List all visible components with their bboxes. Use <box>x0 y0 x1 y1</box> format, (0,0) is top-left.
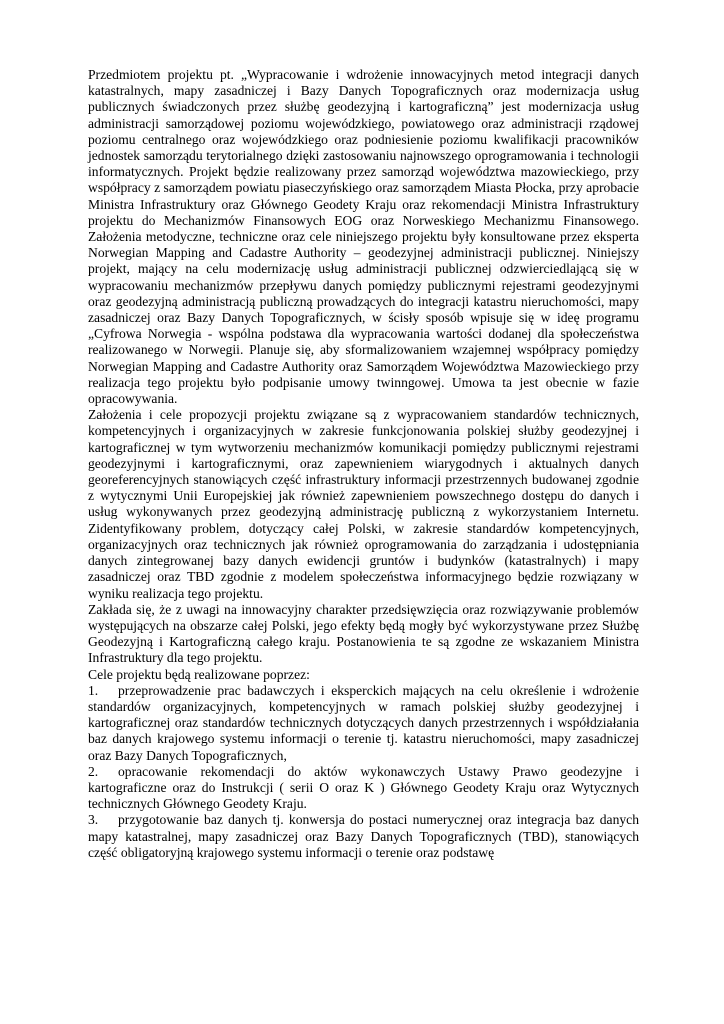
list-item <box>88 764 639 813</box>
list-item-text: opracowanie rekomendacji do aktów wykonawczych Ustawy Prawo geodezyjne i kartograficzne oraz do Instrukcji ( serii O oraz K ) Głównego Geodety Kraju oraz Wytycznych technicznych Głównego Geodety Kraju. <box>88 763 639 812</box>
paragraph-project-assumptions: Założenia i cele propozycji projektu związane są z wypracowaniem standardów technicznych, kompetencyjnych i organizacyjnych w zakresie funkcjonowania polskiej służby geodezyjnej i kartograficznej w tym wytworzeniu mechanizmów komunikacji pomiędzy publicznymi rejestrami geodezyjnymi i kartograficznymi, oraz zapewnieniem wiarygodnych i aktualnych danych georeferencyjnych stanowiących część infrastruktury informacji przestrzennych budowanej zgodnie z wytycznymi Unii Europejskiej jak również zapewnieniem powszechnego dostępu do danych i usług wykonywanych przez geodezyjną administrację publiczną z wykorzystaniem Internetu. Zidentyfikowany problem, dotyczący całej Polski, w zakresie standardów kompetencyjnych, organizacyjnych oraz technicznych jak również oprogramowania do zarządzania i udostępniania danych zintegrowanej bazy danych ewidencji gruntów i budynków (katastralnych) i mapy zasadniczej oraz TBD zgodnie z modelem społeczeństwa informacyjnego będzie rozwiązany w wyniku realizacja tego projektu. <box>88 407 639 601</box>
paragraph-goals-intro: Cele projektu będą realizowane poprzez: <box>88 666 310 682</box>
paragraph-project-effects: Zakłada się, że z uwagi na innowacyjny charakter przedsięwzięcia oraz rozwiązywanie problemów występujących na obszarze całej Polski, jego efekty będą mogły być wykorzystywane przez Służbę Geodezyjną i Kartograficzną całego kraju. Postanowienia te są zgodne ze wskazaniem Ministra Infrastruktury dla tego projektu. <box>88 601 639 666</box>
list-item <box>88 683 639 764</box>
list-item-number: 2. <box>88 763 99 779</box>
goals-list <box>88 683 639 861</box>
paragraph-project-subject: Przedmiotem projektu pt. „Wypracowanie i wdrożenie innowacyjnych metod integracji danych katastralnych, mapy zasadniczej i Bazy Danych Topograficznych oraz modernizacja usług publicznych świadczonych przez służbę geodezyjną i kartograficzną” jest modernizacja usług administracji samorządowej poziomu wojewódzkiego, powiatowego oraz administracji rządowej poziomu centralnego oraz wojewódzkiego oraz podniesienie poziomu kwalifikacji pracowników jednostek samorządu terytorialnego dzięki zastosowaniu najnowszego oprogramowania i technologii informatycznych. Projekt będzie realizowany przez samorząd województwa mazowieckiego, przy współpracy z samorządem powiatu piaseczyńskiego oraz samorządem Miasta Płocka, przy aprobacie Ministra Infrastruktury oraz Głównego Geodety Kraju oraz rekomendacji Ministra Infrastruktury projektu do Mechanizmów Finansowych EOG oraz Norweskiego Mechanizmu Finansowego. Założenia metodyczne, techniczne oraz cele niniejszego projektu były konsultowane przez eksperta Norwegian Mapping and Cadastre Authority – geodezyjnej administracji publicznej. Niniejszy projekt, mający na celu modernizację usług administracji publicznej odzwierciedlającą się w wypracowaniu mechanizmów przepływu danych pomiędzy publicznymi rejestrami geodezyjnymi oraz geodezyjną administracją publiczną prowadzących do integracji katastru nieruchomości, mapy zasadniczej oraz Bazy Danych Topograficznych, w ścisły sposób wpisuje się w ideę programu „Cyfrowa Norwegia - wspólna podstawa dla wypracowania wartości dodanej dla społeczeństwa realizowanego w Norwegii. Planuje się, aby sformalizowaniem wzajemnej współpracy pomiędzy Norwegian Mapping and Cadastre Authority oraz Samorządem Województwa Mazowieckiego przy realizacja tego projektu było podpisanie umowy twinngowej. Umowa ta jest obecnie w fazie opracowywania. <box>88 67 639 407</box>
list-item-number: 3. <box>88 812 99 828</box>
list-item-number: 1. <box>88 682 99 698</box>
document-page <box>88 67 639 861</box>
list-item-text: przygotowanie baz danych tj. konwersja do postaci numerycznej oraz integracja baz danych mapy katastralnej, mapy zasadniczej oraz Bazy Danych Topograficznych (TBD), stanowiących część obligatoryjną krajowego systemu informacji o terenie oraz podstawę <box>88 812 639 860</box>
list-item <box>88 812 639 861</box>
list-item-text: przeprowadzenie prac badawczych i eksperckich mających na celu określenie i wdrożenie standardów organizacyjnych, kompetencyjnych w ramach polskiej służby geodezyjnej i kartograficznej oraz standardów technicznych dotyczących danych przestrzennych i współdziałania baz danych krajowego systemu informacji o terenie tj. katastru nieruchomości, mapy zasadniczej oraz Bazy Danych Topograficznych, <box>88 682 639 763</box>
